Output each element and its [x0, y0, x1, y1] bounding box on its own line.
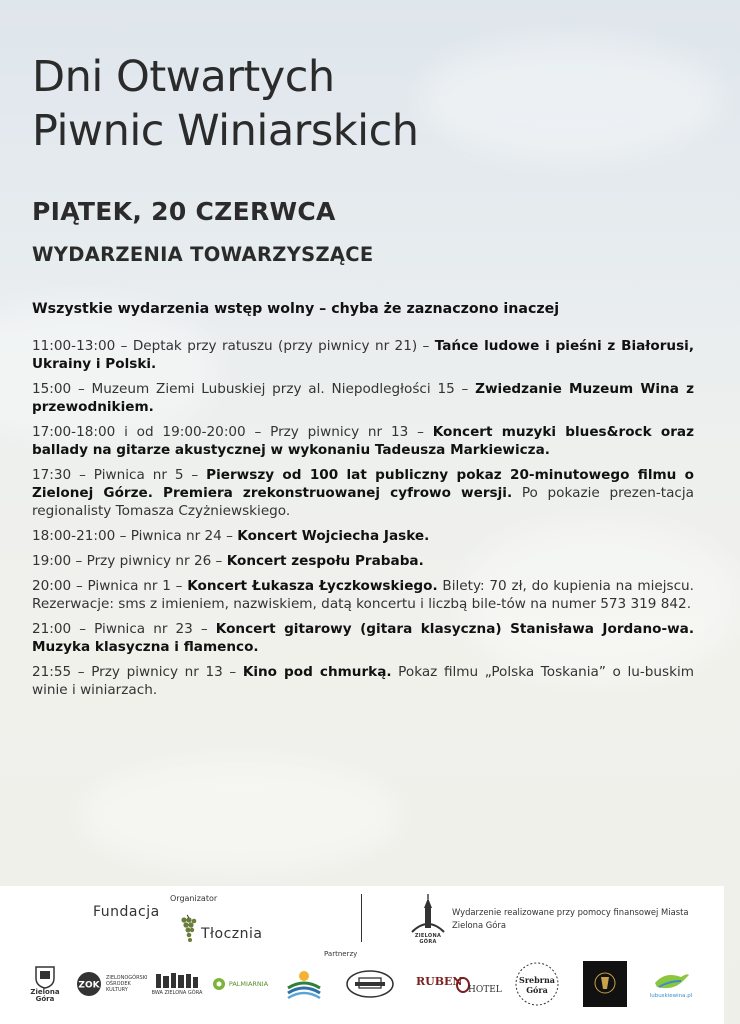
event-item [32, 620, 694, 656]
grapes-icon [179, 914, 197, 944]
event-details: Po pokazie prezen-tacja regionalisty Tomasza Czyżniewskiego. [32, 485, 694, 519]
event-title: Pierwszy od 100 lat publiczny pokaz 20-minutowego filmu o Zielonej Górze. Premiera zrekonstruowanej cyfrowo wersji. [32, 467, 695, 501]
organizer-name-1: Fundacja [93, 904, 160, 920]
landscape-icon [286, 968, 322, 1000]
event-title: Kino pod chmurką. [242, 664, 392, 680]
title-line-2: Piwnic Winiarskich [32, 106, 419, 156]
event-item [32, 466, 694, 520]
ruben-icon [416, 973, 502, 995]
event-title: Koncert muzyki blues&rock oraz ballady na gitarze akustycznej w wykonaniu Tadeusza Markiewicza. [32, 424, 695, 458]
partner-caption: BWA ZIELONA GÓRA [151, 989, 203, 996]
zok-icon [76, 971, 102, 997]
svg-text:ZOK: ZOK [78, 980, 100, 991]
cloud-decoration [420, 40, 720, 160]
partner-caption: lubuskiewina.pl [649, 992, 693, 999]
organizer-label: Organizator [170, 894, 218, 903]
partner-caption: Zielona Góra [30, 988, 60, 1003]
event-details: Pokaz filmu „Polska Toskania” o lu-buskim winie i winiarzach. [32, 664, 694, 698]
svg-text:Srebrna: Srebrna [519, 975, 555, 985]
partners-label: Partnerzy [324, 950, 358, 958]
bird-icon [651, 969, 691, 993]
event-info: 17:00-18:00 i od 19:00-20:00 – Przy piwnicy nr 13 – [32, 424, 433, 440]
event-info: 15:00 – Muzeum Ziemi Lubuskiej przy al. Niepodległości 15 – [32, 381, 476, 397]
event-title: Zwiedzanie Muzeum Wina z przewodnikiem. [32, 381, 694, 415]
event-info: 20:00 – Piwnica nr 1 – [32, 578, 188, 594]
bwa-icon [155, 972, 199, 990]
intro-note: Wszystkie wydarzenia wstęp wolny – chyba że zaznaczono inaczej [32, 301, 560, 317]
partner-zielona-gora [22, 958, 68, 1010]
event-item [32, 552, 694, 570]
sponsors-footer [0, 886, 724, 1024]
event-info: 19:00 – Przy piwnicy nr 26 – [32, 553, 227, 569]
event-list [32, 337, 694, 706]
event-item [32, 577, 694, 613]
svg-text:RUBEN: RUBEN [416, 975, 463, 988]
funding-note: Wydarzenie realizowane przy pomocy finansowej Miasta Zielona Góra [452, 907, 689, 930]
event-title: Koncert zespołu Prababa. [226, 553, 424, 569]
event-item [32, 663, 694, 699]
dark-wine-badge-icon [583, 961, 627, 1007]
event-info: 18:00-21:00 – Piwnica nr 24 – [32, 528, 238, 544]
event-info: 21:00 – Piwnica nr 23 – [32, 621, 216, 637]
city-crest-icon [34, 965, 56, 989]
partner-castle [342, 958, 398, 1010]
partner-ruben-hotel [414, 958, 500, 1010]
event-title: Koncert Łukasza Łyczkowskiego. [187, 578, 438, 594]
event-title: Tańce ludowe i pieśni z Białorusi, Ukrainy i Polski. [32, 338, 694, 372]
organizer-logo [93, 902, 273, 946]
page-title [32, 50, 419, 158]
partner-palmiarnia [208, 958, 272, 1010]
event-info: 11:00-13:00 – Deptak przy ratuszu (przy piwnicy nr 21) – [32, 338, 435, 354]
castle-icon [345, 968, 395, 1000]
partner-lubuskiewina [642, 958, 700, 1010]
svg-text:HOTEL: HOTEL [468, 985, 502, 995]
partners-row [22, 958, 712, 1016]
organizer-name-2: Tłocznia [201, 926, 263, 942]
section-subtitle: WYDARZENIA TOWARZYSZĄCE [32, 243, 374, 266]
svg-text:Góra: Góra [526, 985, 548, 995]
event-title: Koncert gitarowy (gitara klasyczna) Stanisława Jordano-wa. Muzyka klasyczna i flamenco. [32, 621, 694, 655]
event-item [32, 337, 694, 373]
cloud-decoration [80, 760, 400, 870]
event-date: PIĄTEK, 20 CZERWCA [32, 197, 336, 226]
palm-icon [212, 977, 226, 991]
event-info: 21:55 – Przy piwnicy nr 13 – [32, 664, 243, 680]
winery-seal-icon [514, 961, 560, 1007]
event-item [32, 423, 694, 459]
event-item [32, 380, 694, 416]
partner-srebrna-gora [512, 958, 562, 1010]
event-item [32, 527, 694, 545]
event-details: Bilety: 70 zł, do kupienia na miejscu. Rezerwacje: sms z imieniem, nazwiskiem, datą koncertu i liczbą bile-tów na numer 573 319 842. [32, 578, 694, 612]
event-info: 17:30 – Piwnica nr 5 – [32, 467, 207, 483]
event-title: Koncert Wojciecha Jaske. [237, 528, 430, 544]
city-logo-caption: ZIELONA GÓRA [414, 933, 442, 945]
footer-divider [361, 894, 362, 942]
title-line-1: Dni Otwartych [32, 52, 335, 102]
partner-caption: ZIELONOGÓRSKI OŚRODEK KULTURY [106, 975, 148, 993]
partner-caption: PALMIARNIA [228, 979, 269, 988]
partner-bwa [150, 958, 204, 1010]
partner-wine-badge [582, 958, 628, 1010]
partner-zok [76, 958, 148, 1010]
partner-region [284, 958, 324, 1010]
